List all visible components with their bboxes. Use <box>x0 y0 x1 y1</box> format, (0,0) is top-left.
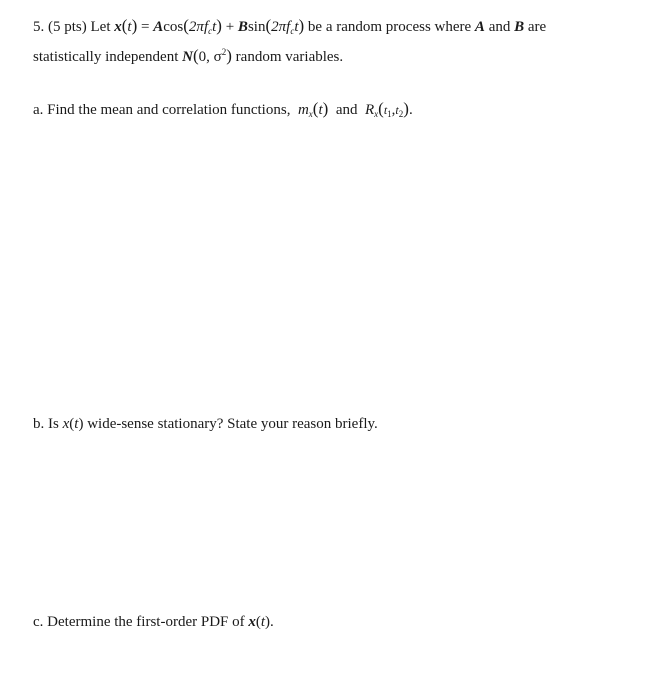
problem-points: (5 pts) <box>48 19 87 35</box>
part-b-text-post: wide-sense stationary? State your reason briefly. <box>87 416 378 432</box>
part-c-question <box>33 612 274 632</box>
middle-text: be a random process where <box>307 19 472 35</box>
part-c-label: c. <box>33 614 44 630</box>
part-c-process: x(t). <box>248 614 274 630</box>
part-a-text: Find the mean and correlation functions, <box>47 102 291 118</box>
part-b-text-pre: Is <box>48 416 59 432</box>
mean-function: $m_x(t)$ <box>297 99 329 119</box>
normal-distribution: N(0, $\sigma^2$) <box>182 46 232 65</box>
part-a-question <box>33 99 413 124</box>
part-a-label: a. <box>33 102 44 118</box>
line2-text: statistically independent <box>33 49 179 65</box>
part-b-label: b. <box>33 416 45 432</box>
variable-b: B <box>514 19 525 35</box>
process-definition: $x(t) = Acos(2\pi f_ct) + Bsin(2\pi f_ct)$ <box>114 16 305 36</box>
problem-number: 5. <box>33 19 45 35</box>
part-b-process: x(t) <box>62 416 84 432</box>
and-text: and <box>488 19 511 35</box>
problem-statement-line-2 <box>33 42 343 67</box>
problem-statement-line-1 <box>33 16 546 41</box>
are-text: are <box>527 19 547 35</box>
and-text: and <box>335 102 358 118</box>
correlation-function: $R_x(t_1,t_2)$. <box>364 99 413 119</box>
part-c-text-pre: Determine the first-order PDF of <box>47 614 245 630</box>
variable-a: A <box>474 19 485 35</box>
part-b-question <box>33 414 378 434</box>
intro-text: Let <box>90 19 111 35</box>
tail-text: random variables. <box>235 49 344 65</box>
